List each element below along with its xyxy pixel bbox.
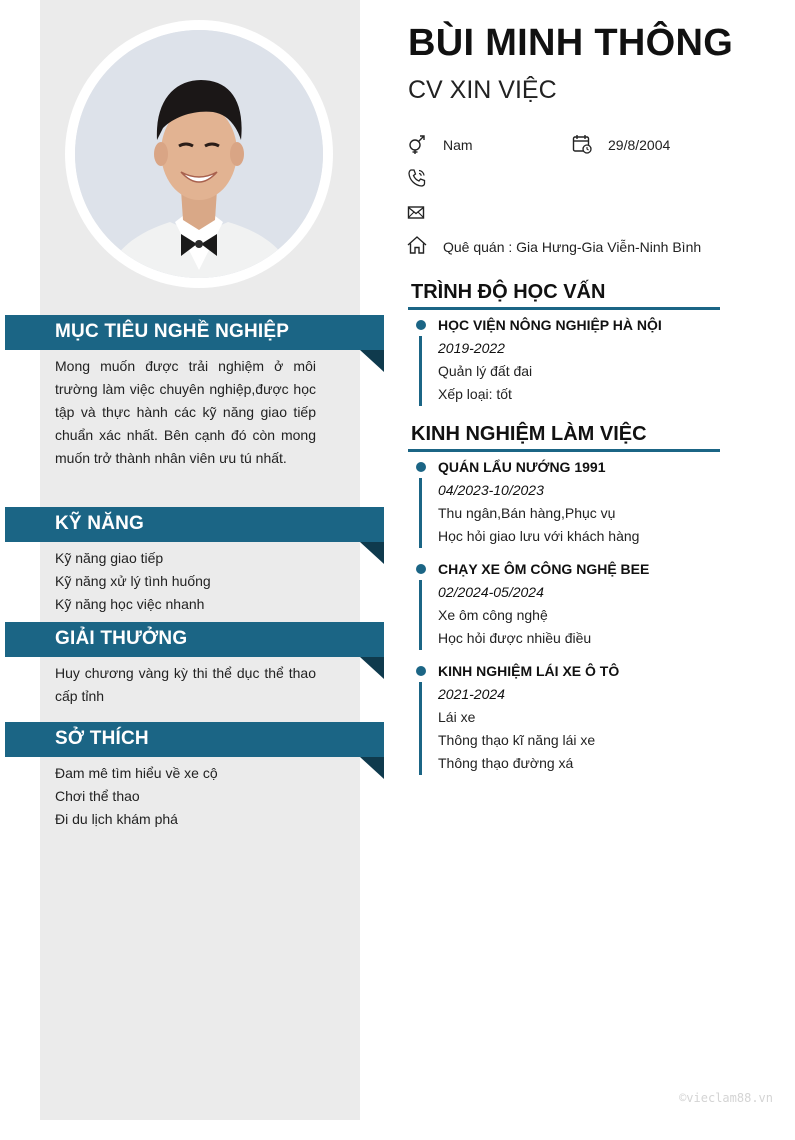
education-period: 2019-2022 bbox=[438, 340, 505, 356]
hobbies-title: SỞ THÍCH bbox=[55, 728, 149, 749]
experience-title: KINH NGHIỆM LÀM VIỆC bbox=[411, 423, 647, 445]
job-detail: Lái xe bbox=[438, 709, 476, 725]
education-detail: Quản lý đất đai bbox=[438, 363, 533, 379]
timeline-dot bbox=[416, 666, 426, 676]
hobby-item: Đi du lịch khám phá bbox=[55, 811, 178, 827]
job-detail: Xe ôm công nghệ bbox=[438, 607, 548, 623]
job-title: CHẠY XE ÔM CÔNG NGHỆ BEE bbox=[438, 561, 650, 577]
job-detail: Học hỏi được nhiều điều bbox=[438, 630, 592, 646]
education-rule bbox=[408, 307, 720, 310]
job-period: 2021-2024 bbox=[438, 686, 505, 702]
objective-title: MỤC TIÊU NGHỀ NGHIỆP bbox=[55, 321, 290, 342]
calendar-icon bbox=[572, 134, 592, 154]
education-school: HỌC VIỆN NÔNG NGHIỆP HÀ NỘI bbox=[438, 317, 662, 333]
objective-line: Mong muốn được trải nghiệm ở môi bbox=[55, 358, 316, 374]
portrait-photo bbox=[75, 30, 323, 278]
job-period: 04/2023-10/2023 bbox=[438, 482, 544, 498]
timeline-dot bbox=[416, 320, 426, 330]
awards-text bbox=[55, 662, 316, 708]
timeline-line bbox=[419, 682, 422, 775]
objective-header-fold bbox=[360, 350, 384, 372]
skills-header-fold bbox=[360, 542, 384, 564]
hobbies-list bbox=[55, 762, 316, 831]
objective-line: chuẩn xác nhất. Bên cạnh đó còn mong bbox=[55, 427, 316, 443]
education-detail: Xếp loại: tốt bbox=[438, 386, 512, 402]
job-detail: Thông thạo đường xá bbox=[438, 755, 574, 771]
mail-icon bbox=[407, 203, 427, 223]
gender-value: Nam bbox=[443, 137, 473, 153]
timeline-line bbox=[419, 478, 422, 548]
timeline-line bbox=[419, 336, 422, 406]
phone-icon bbox=[407, 168, 427, 188]
objective-line: muốn trở thành nhân viên ưu tú nhất. bbox=[55, 450, 287, 466]
skills-title: KỸ NĂNG bbox=[55, 513, 145, 534]
awards-title: GIẢI THƯỞNG bbox=[55, 628, 188, 649]
awards-header bbox=[5, 622, 384, 657]
job-detail: Thông thạo kĩ năng lái xe bbox=[438, 732, 596, 748]
watermark: ©vieclam88.vn bbox=[679, 1091, 773, 1105]
birthdate-value: 29/8/2004 bbox=[608, 137, 671, 153]
experience-rule bbox=[408, 449, 720, 452]
skills-list bbox=[55, 547, 316, 616]
gender-icon bbox=[407, 134, 427, 154]
objective-line: trường làm việc chuyên nghiệp,được học bbox=[55, 381, 316, 397]
hometown-value: Quê quán : Gia Hưng-Gia Viễn-Ninh Bình bbox=[443, 239, 702, 255]
award-line: cấp tỉnh bbox=[55, 688, 105, 704]
skills-header bbox=[5, 507, 384, 542]
timeline-dot bbox=[416, 462, 426, 472]
hobby-item: Chơi thể thao bbox=[55, 788, 140, 804]
timeline-dot bbox=[416, 564, 426, 574]
job-title: KINH NGHIỆM LÁI XE Ô TÔ bbox=[438, 663, 620, 679]
job-detail: Thu ngân,Bán hàng,Phục vụ bbox=[438, 505, 616, 521]
candidate-name: BÙI MINH THÔNG bbox=[408, 22, 734, 64]
skill-item: Kỹ năng xử lý tình huống bbox=[55, 573, 211, 589]
objective-line: tập và thực hành các kỹ năng giao tiếp bbox=[55, 404, 316, 420]
hobbies-header-fold bbox=[360, 757, 384, 779]
job-period: 02/2024-05/2024 bbox=[438, 584, 544, 600]
objective-header bbox=[5, 315, 384, 350]
skill-item: Kỹ năng học việc nhanh bbox=[55, 596, 205, 612]
objective-text bbox=[55, 355, 316, 470]
avatar bbox=[75, 30, 323, 278]
award-line: Huy chương vàng kỳ thi thể dục thể thao bbox=[55, 665, 316, 681]
job-detail: Học hỏi giao lưu với khách hàng bbox=[438, 528, 640, 544]
cv-subtitle: CV XIN VIỆC bbox=[408, 76, 557, 104]
awards-header-fold bbox=[360, 657, 384, 679]
home-icon bbox=[407, 235, 427, 255]
skill-item: Kỹ năng giao tiếp bbox=[55, 550, 164, 566]
timeline-line bbox=[419, 580, 422, 650]
education-title: TRÌNH ĐỘ HỌC VẤN bbox=[411, 281, 606, 303]
job-title: QUÁN LẨU NƯỚNG 1991 bbox=[438, 459, 606, 475]
hobby-item: Đam mê tìm hiểu về xe cộ bbox=[55, 765, 218, 781]
hobbies-header bbox=[5, 722, 384, 757]
